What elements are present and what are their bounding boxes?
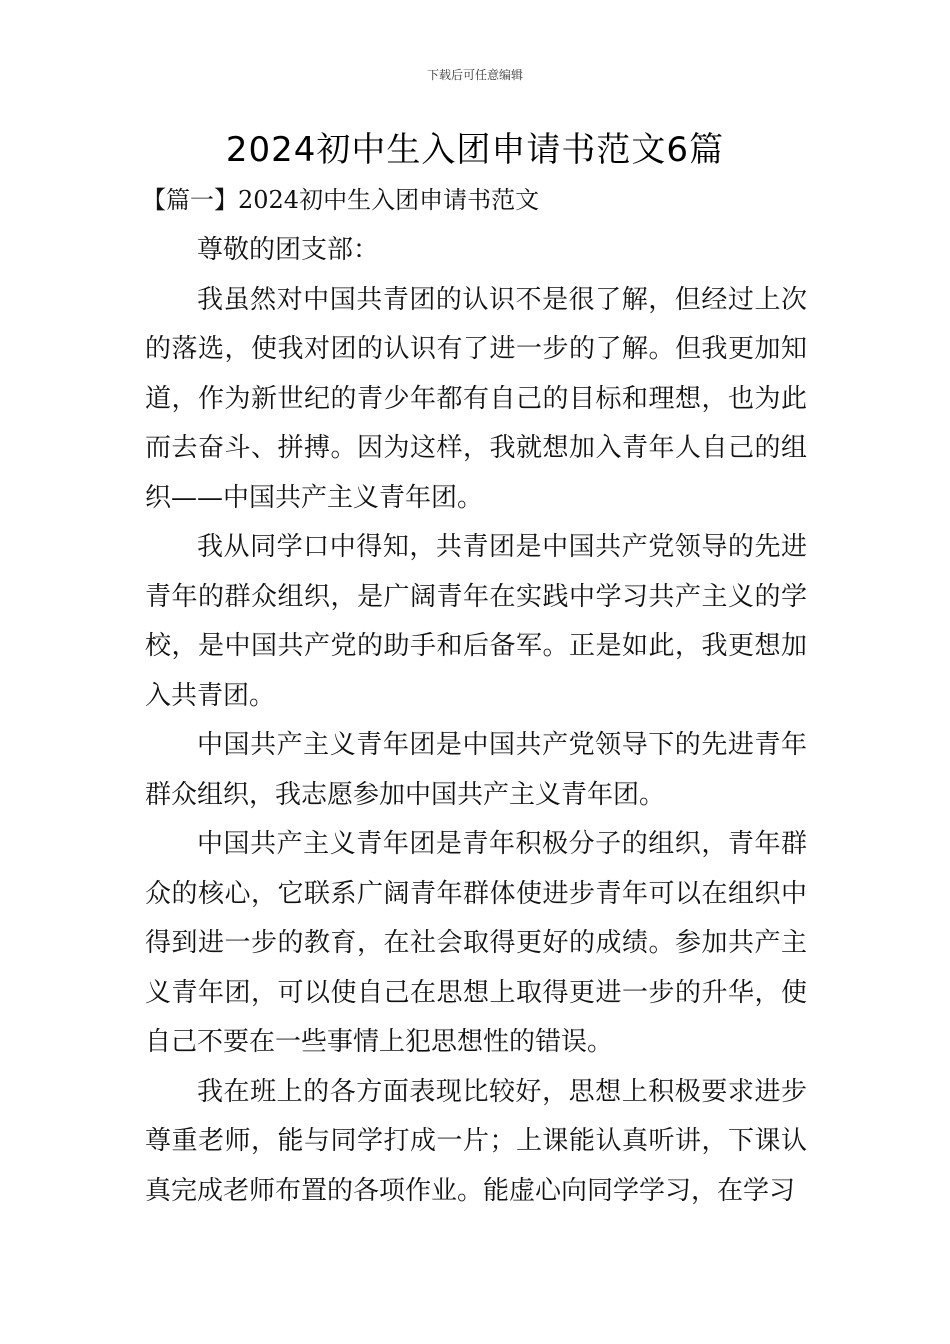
body-paragraph: 我在班上的各方面表现比较好，思想上积极要求进步尊重老师，能与同学打成一片；上课能认真听讲，下课认真完成老师布置的各项作业。能虚心向同学学习，在学习 bbox=[145, 1076, 807, 1206]
page-header-note: 下载后可任意编辑 bbox=[426, 68, 523, 82]
salutation: 尊敬的团支部： bbox=[197, 235, 380, 265]
body-paragraph: 我从同学口中得知，共青团是中国共产党领导的先进青年的群众组织，是广阔青年在实践中学习共产主义的学校，是中国共产党的助手和后备军。正是如此，我更想加入共青团。 bbox=[145, 532, 807, 711]
section-heading: 【篇一】2024初中生入团申请书范文 bbox=[142, 186, 540, 214]
body-paragraph: 我虽然对中国共青团的认识不是很了解，但经过上次的落选，使我对团的认识有了进一步的了解。但我更加知道，作为新世纪的青少年都有自己的目标和理想，也为此而去奋斗、拼搏。因为这样，我就想加入青年人自己的组织——中国共产主义青年团。 bbox=[145, 284, 807, 513]
body-paragraph: 中国共产主义青年团是青年积极分子的组织，青年群众的核心，它联系广阔青年群体使进步青年可以在组织中得到进一步的教育，在社会取得更好的成绩。参加共产主义青年团，可以使自己在思想上取得更进一步的升华，使自己不要在一些事情上犯思想性的错误。 bbox=[145, 829, 807, 1057]
document-title: 2024初中生入团申请书范文6篇 bbox=[225, 130, 725, 170]
document-body bbox=[145, 226, 807, 1216]
body-paragraph: 中国共产主义青年团是中国共产党领导下的先进青年群众组织，我志愿参加中国共产主义青年团。 bbox=[145, 730, 807, 810]
